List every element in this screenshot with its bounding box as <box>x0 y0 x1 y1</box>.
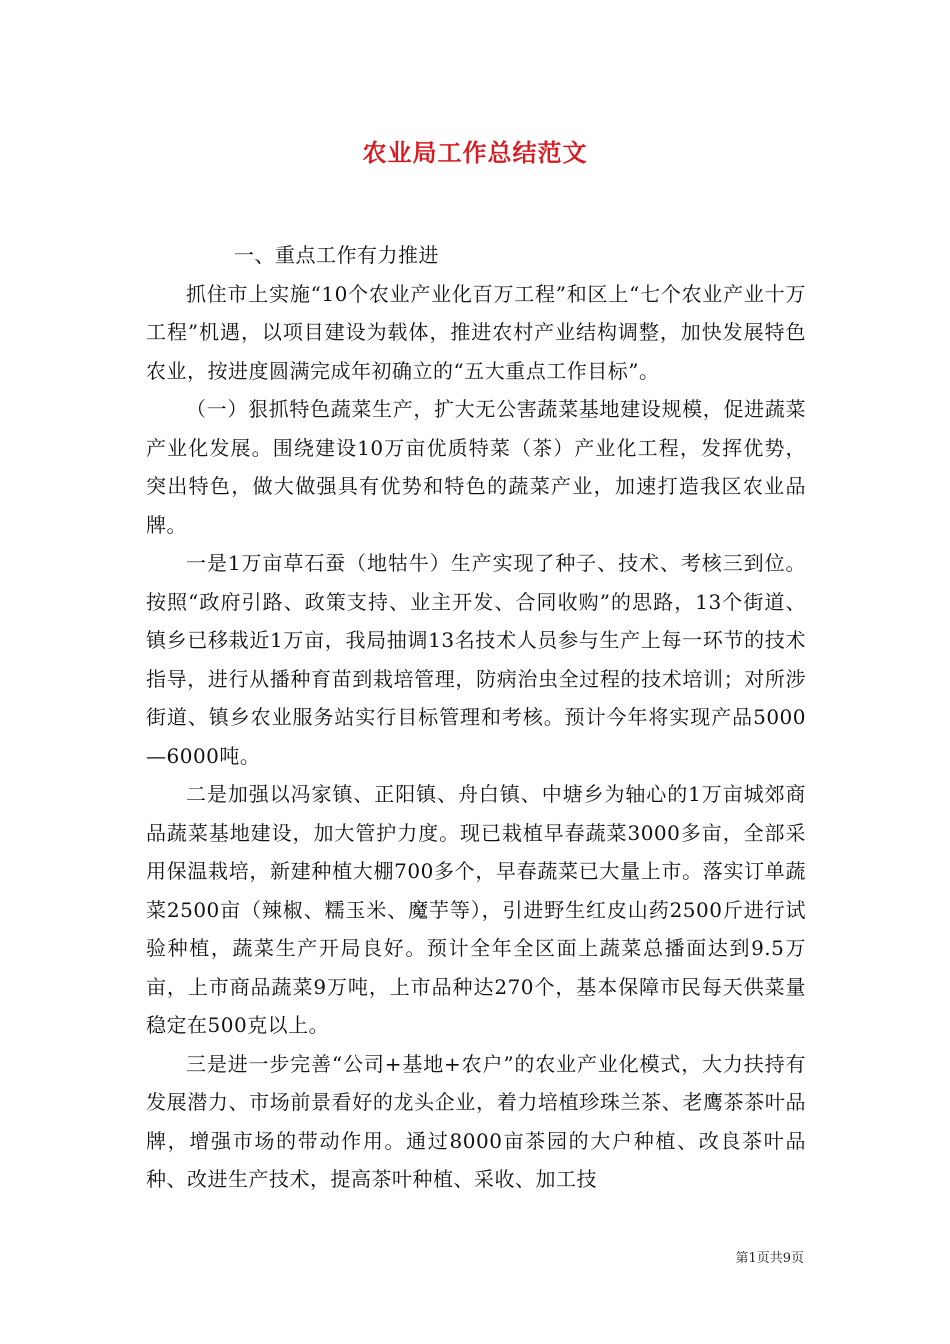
paragraph: 一是1万亩草石蚕（地牯牛）生产实现了种子、技术、考核三到位。按照“政府引路、政策支持、业主开发、合同收购”的思路，13个街道、镇乡已移栽近1万亩，我局抽调13名技术人员参与生产上每一环节的技术指导，进行从播种育苗到栽培管理，防病治虫全过程的技术培训；对所涉街道、镇乡农业服务站实行目标管理和考核。预计今年将实现产品5000—6000吨。 <box>146 551 806 768</box>
document-title: 农业局工作总结范文 <box>362 138 588 167</box>
paragraph: 三是进一步完善“公司+基地+农户”的农业产业化模式，大力扶持有发展潜力、市场前景看好的龙头企业，着力培植珍珠兰茶、老鹰茶茶叶品牌，增强市场的带动作用。通过8000亩茶园的大户种植、改良茶叶品种、改进生产技术，提高茶叶种植、采收、加工技 <box>146 1051 806 1191</box>
section-heading: 一、重点工作有力推进 <box>234 243 439 267</box>
page-number-footer: 第1页共9页 <box>735 1251 804 1266</box>
paragraph: 抓住市上实施“10个农业产业化百万工程”和区上“七个农业产业十万工程”机遇，以项目建设为载体，推进农村产业结构调整，加快发展特色农业，按进度圆满完成年初确立的“五大重点工作目标”。 <box>146 281 806 383</box>
document-body <box>146 236 806 1199</box>
paragraph: （一）狠抓特色蔬菜生产，扩大无公害蔬菜基地建设规模，促进蔬菜产业化发展。围绕建设10万亩优质特菜（茶）产业化工程，发挥优势，突出特色，做大做强具有优势和特色的蔬菜产业，加速打造我区农业品牌。 <box>146 397 806 537</box>
paragraph: 二是加强以冯家镇、正阳镇、舟白镇、中塘乡为轴心的1万亩城郊商品蔬菜基地建设，加大管护力度。现已栽植早春蔬菜3000多亩，全部采用保温栽培，新建种植大棚700多个，早春蔬菜已大量上市。落实订单蔬菜2500亩（辣椒、糯玉米、魔芋等），引进野生红皮山药2500斤进行试验种植，蔬菜生产开局良好。预计全年全区面上蔬菜总播面达到9.5万亩，上市商品蔬菜9万吨，上市品种达270个，基本保障市民每天供菜量稳定在500克以上。 <box>146 782 806 1037</box>
